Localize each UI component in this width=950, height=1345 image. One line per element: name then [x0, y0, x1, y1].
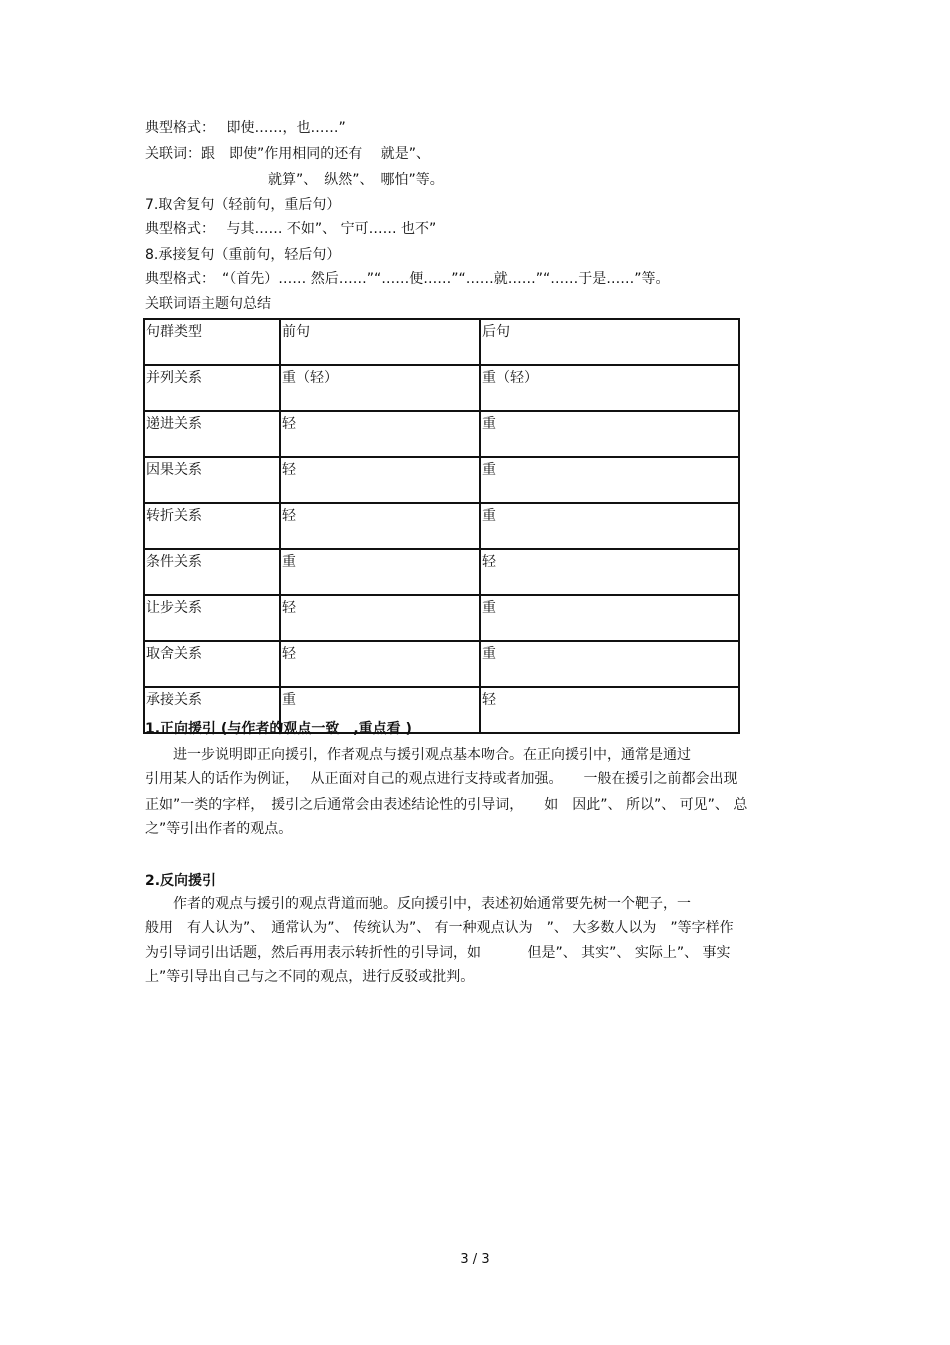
positive-citation-heading: 1.正向援引 (与作者的观点一致 ,重点看 )	[145, 721, 412, 737]
negative-citation-line: 作者的观点与援引的观点背道而驰。反向援引中，表述初始通常要先树一个靶子，一	[145, 896, 691, 912]
table-cell: 重	[480, 411, 739, 457]
negative-citation-heading: 2.反向援引	[145, 873, 217, 889]
table-cell: 轻	[280, 641, 480, 687]
section-8-heading: 8.承接复句（重前句，轻后句）	[145, 247, 341, 263]
positive-citation-line: 之”等引出作者的观点。	[145, 821, 293, 837]
table-cell: 条件关系	[144, 549, 280, 595]
table-header-row	[144, 319, 739, 365]
table-cell: 并列关系	[144, 365, 280, 411]
table-cell: 转折关系	[144, 503, 280, 549]
table-cell: 重	[480, 595, 739, 641]
typical-format-line: 典型格式： 即使……，也……”	[145, 120, 346, 136]
table-row	[144, 503, 739, 549]
table-cell: 取舍关系	[144, 641, 280, 687]
table-row	[144, 457, 739, 503]
positive-citation-line: 进一步说明即正向援引，作者观点与援引观点基本吻合。在正向援引中，通常是通过	[145, 747, 691, 763]
table-cell: 重	[480, 457, 739, 503]
table-row	[144, 549, 739, 595]
positive-citation-line: 引用某人的话作为例证， 从正面对自己的观点进行支持或者加强。 一般在援引之前都会出现	[145, 771, 738, 787]
page-number: 3 / 3	[460, 1252, 490, 1267]
table-cell: 轻	[280, 457, 480, 503]
table-cell: 轻	[280, 411, 480, 457]
table-cell: 重（轻）	[480, 365, 739, 411]
header-cell: 前句	[280, 319, 480, 365]
table-cell: 轻	[280, 595, 480, 641]
section-8-format: 典型格式： “（首先）…… 然后……”“……便……”“……就……”“……于是……”等。	[145, 271, 670, 287]
conjunction-line-continued: 就算”、 纵然”、 哪怕”等。	[268, 172, 444, 188]
table-cell: 让步关系	[144, 595, 280, 641]
table-row	[144, 595, 739, 641]
negative-citation-line: 为引导词引出话题，然后再用表示转折性的引导词，如 但是”、 其实”、 实际上”、 事实	[145, 945, 731, 961]
table-row	[144, 411, 739, 457]
table-cell: 重	[480, 503, 739, 549]
table-cell: 重（轻）	[280, 365, 480, 411]
positive-citation-line: 正如”一类的字样， 援引之后通常会由表述结论性的引导词， 如 因此”、 所以”、 可见”、 总	[145, 797, 748, 813]
table-caption: 关联词语主题句总结	[145, 296, 271, 312]
table-row	[144, 641, 739, 687]
section-7-heading: 7.取舍复句（轻前句，重后句）	[145, 197, 341, 213]
table-cell: 重	[480, 641, 739, 687]
table-row	[144, 365, 739, 411]
negative-citation-line: 般用 有人认为”、 通常认为”、 传统认为”、 有一种观点认为 ”、 大多数人以为 ”等字样作	[145, 920, 734, 936]
table-cell: 因果关系	[144, 457, 280, 503]
section-7-format: 典型格式： 与其…… 不如”、 宁可…… 也不”	[145, 221, 437, 237]
negative-citation-line: 上”等引导出自己与之不同的观点，进行反驳或批判。	[145, 969, 475, 985]
conjunction-line: 关联词：跟 即使”作用相同的还有 就是”、	[145, 146, 430, 162]
table-cell: 承接关系	[144, 687, 280, 733]
table-cell: 轻	[480, 687, 739, 733]
header-cell: 句群类型	[144, 319, 280, 365]
table-cell: 重	[280, 549, 480, 595]
header-cell: 后句	[480, 319, 739, 365]
summary-table	[143, 318, 740, 734]
table-cell: 轻	[280, 503, 480, 549]
table-cell: 递进关系	[144, 411, 280, 457]
table-cell: 重	[280, 687, 480, 733]
table-cell: 轻	[480, 549, 739, 595]
